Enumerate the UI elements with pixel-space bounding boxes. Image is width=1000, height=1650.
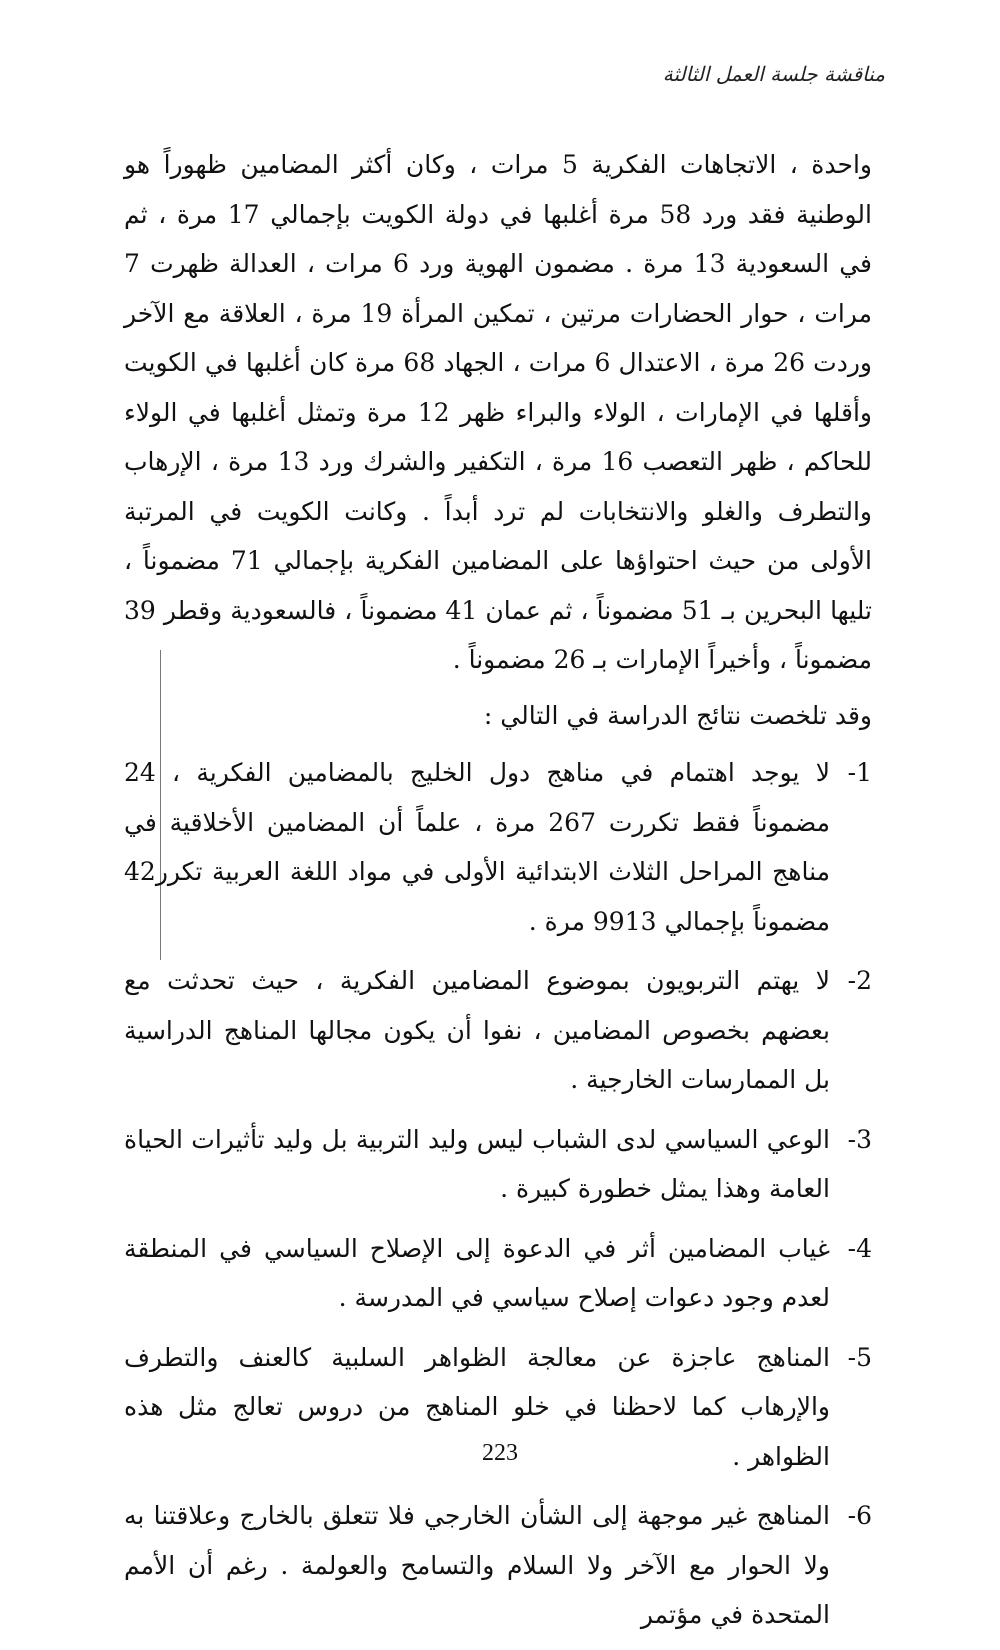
finding-text: لا يهتم التربويون بموضوع المضامين الفكرية ، حيث تحدثت مع بعضهم بخصوص المضامين ، نفوا أن يكون مجالها المناهج الدراسية بل الممارسات الخارجية . <box>124 966 830 1094</box>
findings-list <box>124 748 872 1640</box>
finding-text: غياب المضامين أثر في الدعوة إلى الإصلاح السياسي في المنطقة لعدم وجود دعوات إصلاح سياسي في المدرسة . <box>124 1233 830 1312</box>
finding-item-2 <box>124 956 872 1105</box>
finding-number: 3- <box>847 1124 872 1154</box>
opening-paragraph: واحدة ، الاتجاهات الفكرية 5 مرات ، وكان أكثر المضامين ظهوراً هو الوطنية فقد ورد 58 مرة أغلبها في دولة الكويت بإجمالي 17 مرة ، ثم في السعودية 13 مرة . مضمون الهوية ورد 6 مرات ، العدالة ظهرت 7 مرات ، حوار الحضارات مرتين ، تمكين المرأة 19 مرة ، العلاقة مع الآخر وردت 26 مرة ، الاعتدال 6 مرات ، الجهاد 68 مرة كان أغلبها في الكويت وأقلها في الإمارات ، الولاء والبراء ظهر 12 مرة وتمثل أغلبها في الولاء للحاكم ، ظهر التعصب 16 مرة ، التكفير والشرك ورد 13 مرة ، الإرهاب والتطرف والغلو والانتخابات لم ترد أبداً . وكانت الكويت في المرتبة الأولى من حيث احتواؤها على المضامين الفكرية بإجمالي 71 مضموناً ، تليها البحرين بـ 51 مضموناً ، ثم عمان 41 مضموناً ، فالسعودية وقطر 39 مضموناً ، وأخيراً الإمارات بـ 26 مضموناً . <box>124 150 873 674</box>
finding-item-3 <box>124 1115 872 1214</box>
finding-item-4 <box>124 1224 872 1323</box>
finding-number: 6- <box>847 1501 872 1530</box>
finding-item-6 <box>124 1491 872 1640</box>
finding-text: المناهج غير موجهة إلى الشأن الخارجي فلا تتعلق بالخارج وعلاقتنا به ولا الحوار مع الآخر ولا السلام والتسامح والعولمة . رغم أن الأمم المتحدة في مؤتمر <box>124 1501 830 1629</box>
finding-text: لا يوجد اهتمام في مناهج دول الخليج بالمضامين الفكرية ، 24 مضموناً فقط تكررت 267 مرة ، علماً أن المضامين الأخلاقية في مناهج المراحل الثلاث الابتدائية الأولى في مواد اللغة العربية تكرر42 مضموناً بإجمالي 9913 مرة . <box>124 758 830 936</box>
finding-number: 1- <box>847 758 872 787</box>
finding-text: المناهج عاجزة عن معالجة الظواهر السلبية كالعنف والتطرف والإرهاب كما لاحظنا في خلو المناهج من دروس تعالج مثل هذه الظواهر . <box>124 1342 830 1471</box>
findings-intro: وقد تلخصت نتائج الدراسة في التالي : <box>483 700 872 730</box>
finding-number: 5- <box>847 1342 872 1372</box>
finding-item-1 <box>124 748 872 946</box>
finding-number: 2- <box>847 966 872 995</box>
page-number: 223 <box>482 1440 518 1466</box>
finding-number: 4- <box>847 1233 872 1263</box>
page-body <box>124 140 872 1650</box>
finding-text: الوعي السياسي لدى الشباب ليس وليد التربية بل وليد تأثيرات الحياة العامة وهذا يمثل خطورة كبيرة . <box>124 1124 830 1203</box>
running-header: مناقشة جلسة العمل الثالثة <box>662 62 885 86</box>
